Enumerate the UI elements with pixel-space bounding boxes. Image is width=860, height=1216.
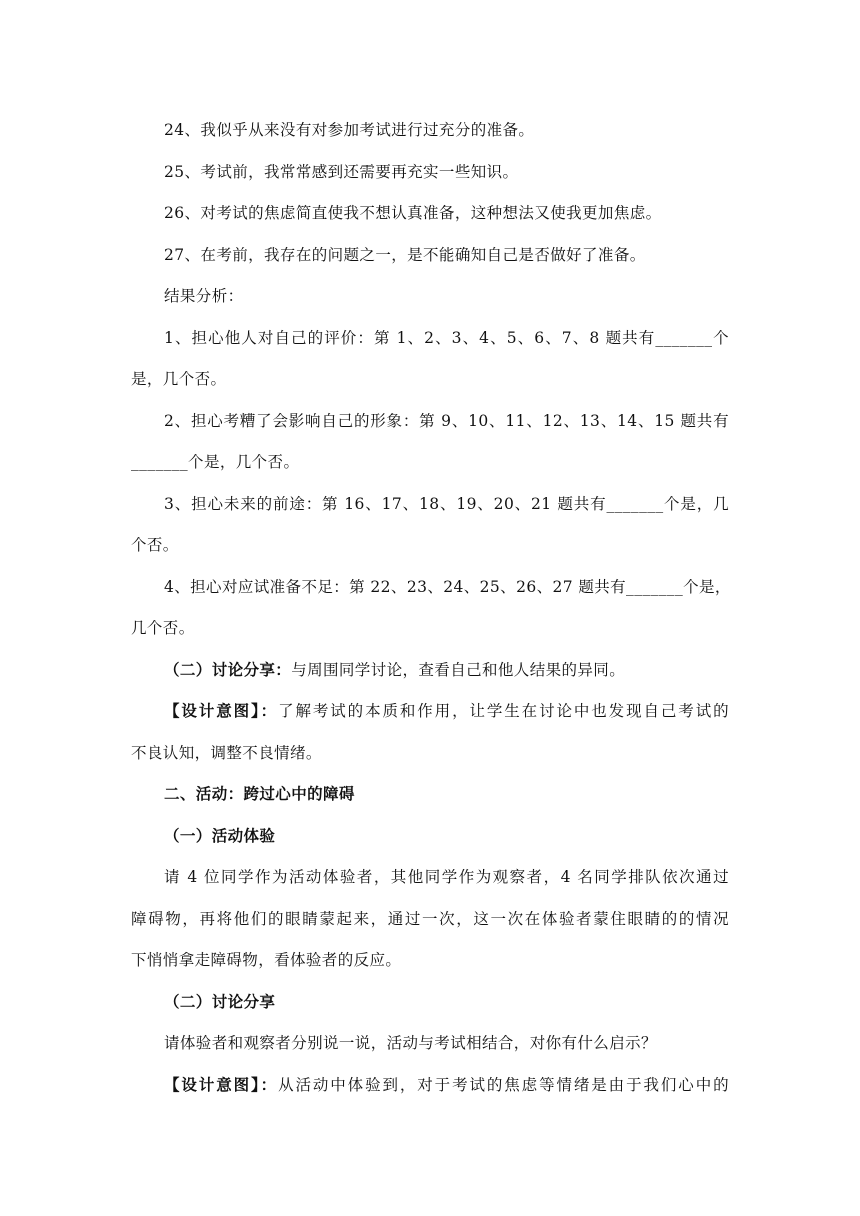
question-24: 24、我似乎从来没有对参加考试进行过充分的准备。 — [164, 121, 535, 139]
result-item-1-line-2: 是，几个否。 — [131, 370, 227, 388]
result-analysis-heading: 结果分析： — [164, 287, 244, 305]
result-item-3-line-1: 3、担心未来的前途：第 16、17、18、19、20、21 题共有_______个是，几 — [164, 494, 729, 513]
design-intent-1-text: 了解考试的本质和作用，让学生在讨论中也发现自己考试的 — [278, 702, 729, 720]
design-intent-2-text: 从活动中体验到，对于考试的焦虑等情绪是由于我们心中的 — [278, 1075, 729, 1094]
document-body — [131, 116, 729, 1099]
activity-description-line-1: 请 4 位同学作为活动体验者，其他同学作为观察者，4 名同学排队依次通过 — [164, 868, 729, 886]
design-intent-1-line-2: 不良认知，调整不良情绪。 — [131, 743, 322, 762]
result-item-2-line-1: 2、担心考糟了会影响自己的形象：第 9、10、11、12、13、14、15 题共有 — [164, 411, 729, 430]
activity-description-line-2: 障碍物，再将他们的眼睛蒙起来，通过一次，这一次在体验者蒙住眼睛的的情况 — [131, 909, 729, 928]
design-intent-2-label: 【设计意图】： — [164, 1074, 279, 1094]
design-intent-1-line-1 — [131, 697, 729, 725]
discussion-share-label: （二）讨论分享： — [164, 659, 292, 679]
result-item-1-line-1: 1、担心他人对自己的评价：第 1、2、3、4、5、6、7、8 题共有_______个 — [164, 328, 729, 347]
discussion-share-paragraph — [131, 656, 729, 684]
discussion-share-2-text: 请体验者和观察者分别说一说，活动与考试相结合，对你有什么启示？ — [164, 1034, 657, 1052]
section-two-heading: 二、活动：跨过心中的障碍 — [164, 784, 355, 803]
activity-description-line-3: 下悄悄拿走障碍物，看体验者的反应。 — [131, 951, 402, 969]
result-item-3-line-2: 个否。 — [131, 536, 179, 554]
design-intent-2-line-1 — [131, 1071, 729, 1099]
discussion-share-text: 与周围同学讨论，查看自己和他人结果的异同。 — [291, 660, 626, 679]
question-27: 27、在考前，我存在的问题之一，是不能确知自己是否做好了准备。 — [164, 245, 646, 264]
result-item-4-line-2: 几个否。 — [131, 619, 195, 637]
question-26: 26、对考试的焦虑简直使我不想认真准备，这种想法又使我更加焦虑。 — [164, 204, 662, 222]
result-item-2-line-2: _______个是，几个否。 — [131, 453, 300, 471]
design-intent-1-label: 【设计意图】： — [164, 701, 279, 720]
question-25: 25、考试前，我常常感到还需要再充实一些知识。 — [164, 162, 519, 181]
activity-experience-heading: （一）活动体验 — [164, 825, 276, 845]
discussion-share-heading-2: （二）讨论分享 — [164, 991, 276, 1011]
result-item-4-line-1: 4、担心对应试准备不足：第 22、23、24、25、26、27 题共有_______个是， — [164, 577, 731, 596]
